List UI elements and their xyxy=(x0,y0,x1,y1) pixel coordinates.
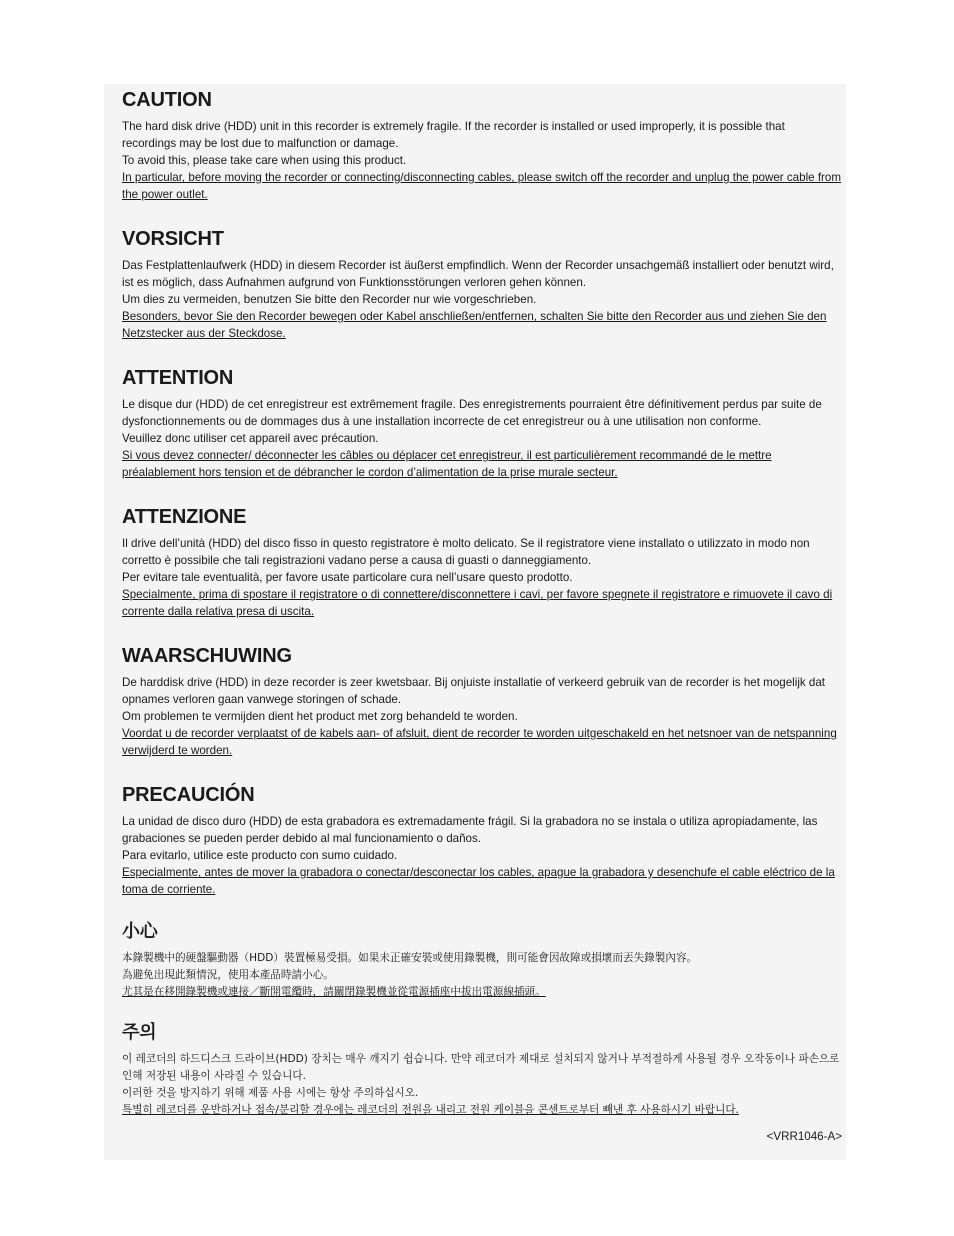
section-heading: CAUTION xyxy=(122,89,212,111)
document-code: <VRR1046-A> xyxy=(766,1130,842,1143)
caution-section-es xyxy=(122,783,842,898)
section-warning: In particular, before moving the recorder or connecting/disconnecting cables, please switch off the recorder and unplug the power cable from the power outlet. xyxy=(122,171,842,201)
caution-section-zh xyxy=(122,920,842,1001)
section-heading: 주의 xyxy=(122,1022,157,1043)
section-warning: 특별히 레코더를 운반하거나 접속/분리할 경우에는 레코더의 전원을 내리고 전원 케이블을 콘센트로부터 빼낸 후 사용하시기 바랍니다. xyxy=(122,1104,739,1116)
section-text: To avoid this, please take care when using this product. xyxy=(122,154,407,167)
section-text: Il drive dell’unità (HDD) del disco fisso in questo registratore è molto delicato. Se il registratore viene installato o utilizzato in modo non corretto è possibile che tali registrazioni vadano perse a causa di guasti o danneggiamento. xyxy=(122,537,810,567)
caution-section-ko xyxy=(122,1021,842,1119)
section-text: Das Festplattenlaufwerk (HDD) in diesem Recorder ist äußerst empfindlich. Wenn der Recorder unsachgemäß installiert oder benutzt wird, ist es möglich, dass Aufnahmen aufgrund von Funktionsstörungen verloren gehen können. xyxy=(122,259,834,289)
section-text: La unidad de disco duro (HDD) de esta grabadora es extremadamente frágil. Si la grabadora no se instala o utiliza apropiadamente, las grabaciones se pueden perder debido al mal funcionamiento o daños. xyxy=(122,815,818,845)
caution-section-de xyxy=(122,227,842,342)
section-text: 本錄製機中的硬盤驅動器（HDD）裝置極易受損。如果未正確安裝或使用錄製機，則可能會因故障或損壞而丟失錄製內容。 xyxy=(122,952,698,964)
document-body xyxy=(122,88,842,1119)
section-text: 為避免出現此類情況，使用本產品時請小心。 xyxy=(122,969,334,981)
section-text: 이 레코더의 하드디스크 드라이브(HDD) 장치는 매우 깨지기 쉽습니다. 만약 레코더가 제대로 설치되지 않거나 부적절하게 사용될 경우 오작동이나 파손으로 인해 저장된 내용이 사라질 수 있습니다. xyxy=(122,1053,840,1082)
section-text: 이러한 것을 방지하기 위해 제품 사용 시에는 항상 주의하십시오. xyxy=(122,1087,419,1099)
section-text: Um dies zu vermeiden, benutzen Sie bitte den Recorder nur wie vorgeschrieben. xyxy=(122,293,537,306)
section-text: Om problemen te vermijden dient het product met zorg behandeld te worden. xyxy=(122,710,518,723)
caution-section-it xyxy=(122,505,842,620)
section-heading: 小心 xyxy=(122,921,158,942)
caution-section-en xyxy=(122,88,842,203)
section-warning: 尤其是在移開錄製機或連接／斷開電纜時，請關閉錄製機並從電源插座中拔出電源線插頭。 xyxy=(122,986,546,998)
section-warning: Specialmente, prima di spostare il registratore o di connettere/disconnettere i cavi, per favore spegnete il registratore e rimuovete il cavo di corrente dalla relativa presa di uscita. xyxy=(122,588,833,618)
section-warning: Si vous devez connecter/ déconnecter les câbles ou déplacer cet enregistreur, il est particulièrement recommandé de le mettre préalablement hors tension et de débrancher le cordon d’alimentation de la prise murale secteur. xyxy=(122,449,772,479)
section-text: De harddisk drive (HDD) in deze recorder is zeer kwetsbaar. Bij onjuiste installatie of verkeerd gebruik van de recorder is het mogelijk dat opnames verloren gaan vanwege storingen of schade. xyxy=(122,676,826,706)
section-text: The hard disk drive (HDD) unit in this recorder is extremely fragile. If the recorder is installed or used improperly, it is possible that recordings may be lost due to malfunction or damage. xyxy=(122,120,785,150)
section-heading: VORSICHT xyxy=(122,228,224,250)
section-heading: WAARSCHUWING xyxy=(122,645,292,667)
caution-section-fr xyxy=(122,366,842,481)
section-text: Le disque dur (HDD) de cet enregistreur est extrêmement fragile. Des enregistrements pourraient être définitivement perdus par suite de dysfonctionnements ou de dommages dus à une installation incorrecte de cet enregistreur ou à une utilisation non conforme. xyxy=(122,398,822,428)
section-warning: Especialmente, antes de mover la grabadora o conectar/desconectar los cables, apague la grabadora y desenchufe el cable eléctrico de la toma de corriente. xyxy=(122,866,835,896)
section-text: Per evitare tale eventualità, per favore usate particolare cura nell’usare questo prodotto. xyxy=(122,571,573,584)
section-heading: ATTENZIONE xyxy=(122,506,247,528)
section-heading: PRECAUCIÓN xyxy=(122,784,255,806)
section-heading: ATTENTION xyxy=(122,367,234,389)
section-warning: Voordat u de recorder verplaatst of de kabels aan- of afsluit, dient de recorder te worden uitgeschakeld en het netsnoer van de netspanning verwijderd te worden. xyxy=(122,727,837,757)
section-text: Veuillez donc utiliser cet appareil avec précaution. xyxy=(122,432,379,445)
section-warning: Besonders, bevor Sie den Recorder bewegen oder Kabel anschließen/entfernen, schalten Sie bitte den Recorder aus und ziehen Sie den Netzstecker aus der Steckdose. xyxy=(122,310,827,340)
caution-section-nl xyxy=(122,644,842,759)
section-text: Para evitarlo, utilice este producto con sumo cuidado. xyxy=(122,849,398,862)
